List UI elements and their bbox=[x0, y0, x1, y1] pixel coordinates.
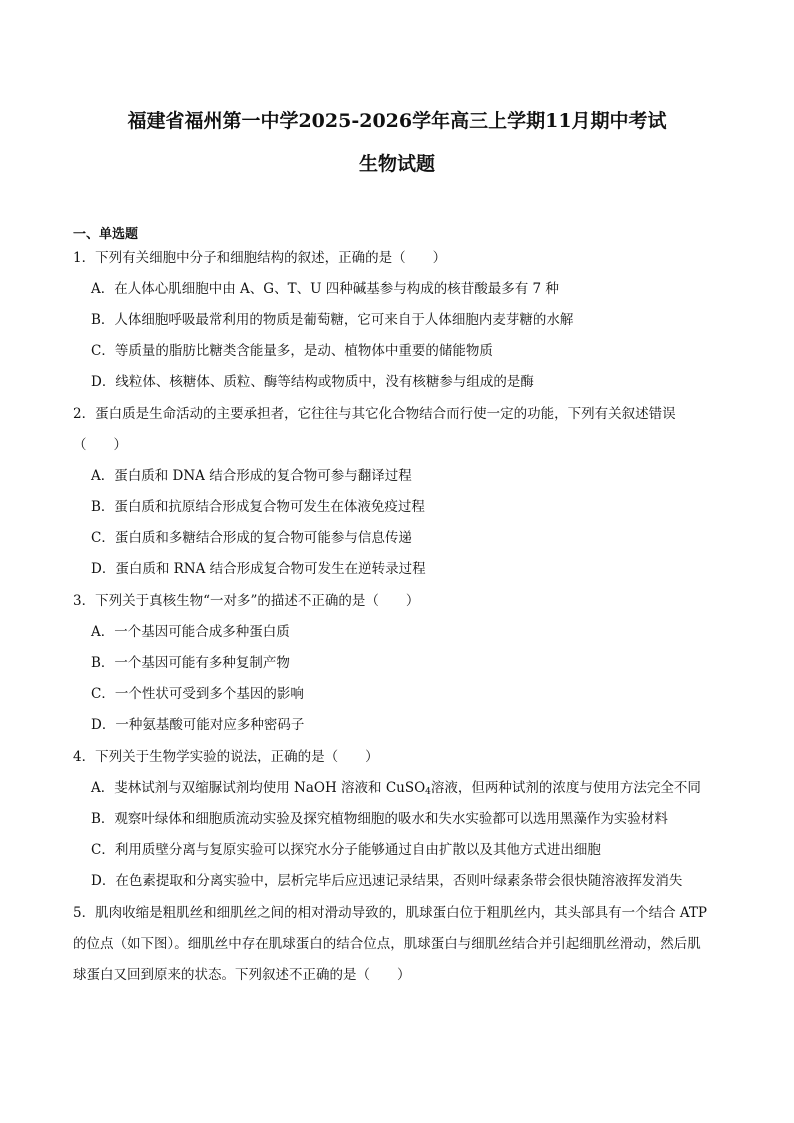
question-4-option-b: B．观察叶绿体和细胞质流动实验及探究植物细胞的吸水和失水实验都可以选用黑藻作为实验材料 bbox=[91, 811, 668, 827]
question-1-option-a: A．在人体心肌细胞中由 A、G、T、U 四种碱基参与构成的核苷酸最多有 7 种 bbox=[91, 281, 559, 297]
question-2-option-d: D．蛋白质和 RNA 结合形成复合物可发生在逆转录过程 bbox=[91, 561, 426, 577]
question-2-option-c: C．蛋白质和多糖结合形成的复合物可能参与信息传递 bbox=[91, 530, 412, 546]
question-3-option-d: D．一种氨基酸可能对应多种密码子 bbox=[91, 717, 305, 733]
question-4-option-c: C．利用质壁分离与复原实验可以探究水分子能够通过自由扩散以及其他方式进出细胞 bbox=[91, 842, 601, 858]
question-1-option-d: D．线粒体、核糖体、质粒、酶等结构或物质中，没有核糖参与组成的是酶 bbox=[91, 374, 534, 390]
question-1-stem: 1．下列有关细胞中分子和细胞结构的叙述，正确的是（ ） bbox=[73, 250, 447, 266]
question-2-stem: 2．蛋白质是生命活动的主要承担者，它往往与其它化合物结合而行使一定的功能，下列有关叙述错误 bbox=[73, 406, 676, 422]
question-4-option-a-text: A．斐林试剂与双缩脲试剂均使用 NaOH 溶液和 CuSO bbox=[91, 780, 426, 796]
question-2-option-a: A．蛋白质和 DNA 结合形成的复合物可参与翻译过程 bbox=[91, 468, 412, 484]
question-4-stem: 4．下列关于生物学实验的说法，正确的是（ ） bbox=[73, 749, 379, 765]
question-5-stem-cont-2: 球蛋白又回到原来的状态。下列叙述不正确的是（ ） bbox=[73, 967, 411, 983]
question-1-option-c: C．等质量的脂肪比糖类含能量多，是动、植物体中重要的储能物质 bbox=[91, 343, 493, 359]
section-heading: 一、单选题 bbox=[73, 227, 139, 242]
question-4-option-d: D．在色素提取和分离实验中，层析完毕后应迅速记录结果，否则叶绿素条带会很快随溶液挥发消失 bbox=[91, 873, 683, 889]
exam-title: 福建省福州第一中学2025-2026学年高三上学期11月期中考试 bbox=[127, 110, 667, 132]
question-3-option-c: C．一个性状可受到多个基因的影响 bbox=[91, 686, 304, 702]
question-3-stem: 3．下列关于真核生物“一对多”的描述不正确的是（ ） bbox=[73, 593, 420, 609]
question-1-option-b: B．人体细胞呼吸最常利用的物质是葡萄糖，它可来自于人体细胞内麦芽糖的水解 bbox=[91, 312, 574, 328]
question-4-option-a bbox=[91, 779, 701, 797]
exam-subtitle: 生物试题 bbox=[358, 153, 435, 175]
question-4-option-a-tail: 溶液，但两种试剂的浓度与使用方法完全不同 bbox=[430, 780, 701, 796]
question-2-stem-cont: （ ） bbox=[73, 437, 127, 453]
question-4-option-a-subscript: 4 bbox=[425, 787, 431, 797]
question-5-stem: 5．肌肉收缩是粗肌丝和细肌丝之间的相对滑动导致的，肌球蛋白位于粗肌丝内，其头部具有一个结合 ATP bbox=[73, 905, 707, 921]
question-2-option-b: B．蛋白质和抗原结合形成复合物可发生在体液免疫过程 bbox=[91, 499, 425, 515]
question-5-stem-cont-1: 的位点（如下图）。细肌丝中存在肌球蛋白的结合位点，肌球蛋白与细肌丝结合并引起细肌丝滑动，然后肌 bbox=[73, 936, 701, 952]
question-3-option-b: B．一个基因可能有多种复制产物 bbox=[91, 655, 290, 671]
question-3-option-a: A．一个基因可能合成多种蛋白质 bbox=[91, 624, 290, 640]
